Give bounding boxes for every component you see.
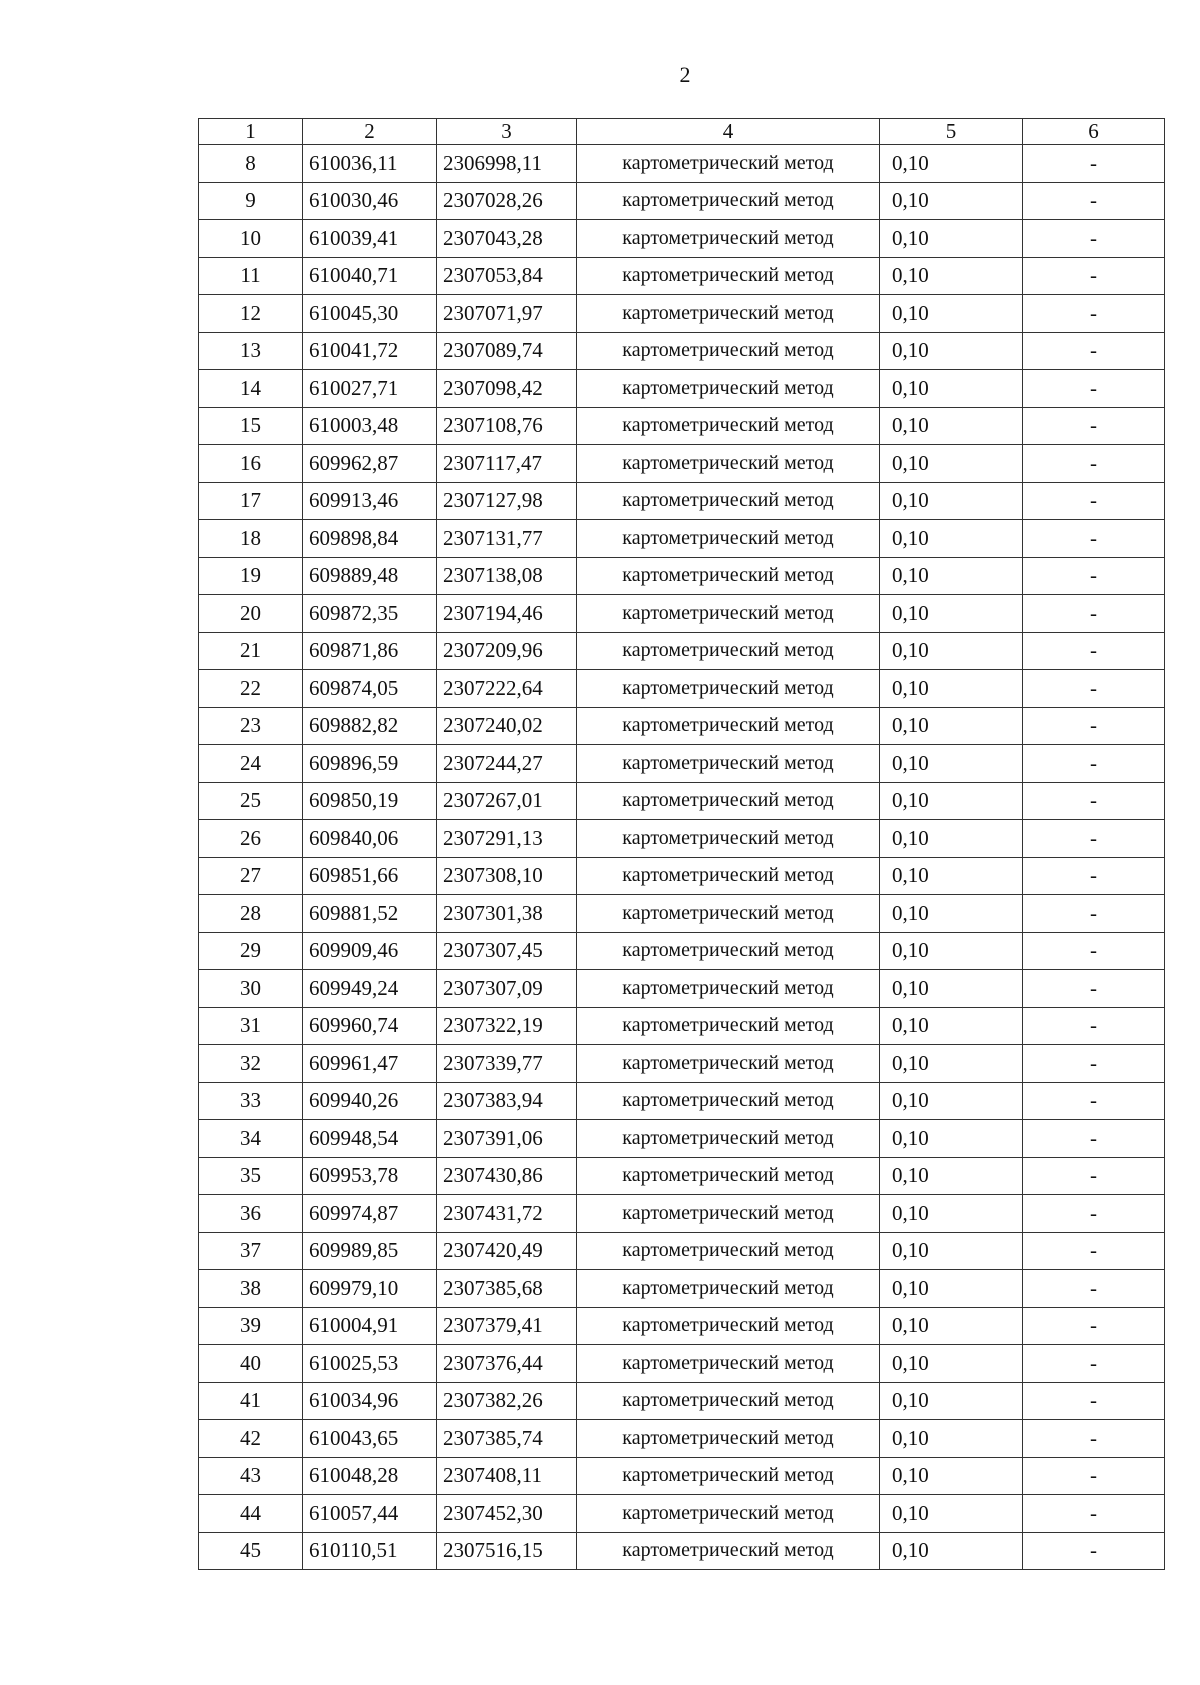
note-cell: - <box>1023 1045 1165 1083</box>
accuracy-cell: 0,10 <box>880 632 1023 670</box>
accuracy-cell: 0,10 <box>880 1307 1023 1345</box>
point-number-cell: 29 <box>199 932 303 970</box>
y-coordinate-cell: 2307385,74 <box>437 1420 577 1458</box>
y-coordinate-cell: 2307452,30 <box>437 1495 577 1533</box>
table-row <box>199 1495 1165 1533</box>
table-row <box>199 595 1165 633</box>
x-coordinate-cell: 610036,11 <box>303 145 437 183</box>
point-number-cell: 38 <box>199 1270 303 1308</box>
accuracy-cell: 0,10 <box>880 1495 1023 1533</box>
accuracy-cell: 0,10 <box>880 1007 1023 1045</box>
point-number-cell: 17 <box>199 482 303 520</box>
note-cell: - <box>1023 332 1165 370</box>
method-cell: картометрический метод <box>577 1495 880 1533</box>
accuracy-cell: 0,10 <box>880 520 1023 558</box>
method-cell: картометрический метод <box>577 970 880 1008</box>
point-number-cell: 28 <box>199 895 303 933</box>
x-coordinate-cell: 609881,52 <box>303 895 437 933</box>
point-number-cell: 32 <box>199 1045 303 1083</box>
table-row <box>199 1120 1165 1158</box>
note-cell: - <box>1023 1157 1165 1195</box>
y-coordinate-cell: 2307131,77 <box>437 520 577 558</box>
x-coordinate-cell: 609960,74 <box>303 1007 437 1045</box>
accuracy-cell: 0,10 <box>880 220 1023 258</box>
point-number-cell: 13 <box>199 332 303 370</box>
note-cell: - <box>1023 1532 1165 1570</box>
method-cell: картометрический метод <box>577 1157 880 1195</box>
table-row <box>199 370 1165 408</box>
y-coordinate-cell: 2307339,77 <box>437 1045 577 1083</box>
y-coordinate-cell: 2307376,44 <box>437 1345 577 1383</box>
column-header: 5 <box>880 119 1023 145</box>
method-cell: картометрический метод <box>577 1307 880 1345</box>
note-cell: - <box>1023 820 1165 858</box>
table-row <box>199 1532 1165 1570</box>
x-coordinate-cell: 609961,47 <box>303 1045 437 1083</box>
method-cell: картометрический метод <box>577 407 880 445</box>
point-number-cell: 39 <box>199 1307 303 1345</box>
x-coordinate-cell: 610110,51 <box>303 1532 437 1570</box>
note-cell: - <box>1023 782 1165 820</box>
x-coordinate-cell: 610041,72 <box>303 332 437 370</box>
accuracy-cell: 0,10 <box>880 1157 1023 1195</box>
point-number-cell: 8 <box>199 145 303 183</box>
accuracy-cell: 0,10 <box>880 145 1023 183</box>
x-coordinate-cell: 609979,10 <box>303 1270 437 1308</box>
x-coordinate-cell: 609989,85 <box>303 1232 437 1270</box>
accuracy-cell: 0,10 <box>880 670 1023 708</box>
note-cell: - <box>1023 520 1165 558</box>
note-cell: - <box>1023 745 1165 783</box>
y-coordinate-cell: 2307267,01 <box>437 782 577 820</box>
y-coordinate-cell: 2307385,68 <box>437 1270 577 1308</box>
note-cell: - <box>1023 1195 1165 1233</box>
point-number-cell: 12 <box>199 295 303 333</box>
table-row <box>199 182 1165 220</box>
table-row <box>199 1270 1165 1308</box>
method-cell: картометрический метод <box>577 857 880 895</box>
method-cell: картометрический метод <box>577 220 880 258</box>
table-row <box>199 1045 1165 1083</box>
method-cell: картометрический метод <box>577 745 880 783</box>
accuracy-cell: 0,10 <box>880 1420 1023 1458</box>
accuracy-cell: 0,10 <box>880 820 1023 858</box>
y-coordinate-cell: 2307383,94 <box>437 1082 577 1120</box>
accuracy-cell: 0,10 <box>880 782 1023 820</box>
accuracy-cell: 0,10 <box>880 1457 1023 1495</box>
y-coordinate-cell: 2307053,84 <box>437 257 577 295</box>
point-number-cell: 41 <box>199 1382 303 1420</box>
accuracy-cell: 0,10 <box>880 332 1023 370</box>
method-cell: картометрический метод <box>577 1345 880 1383</box>
table-row <box>199 1382 1165 1420</box>
x-coordinate-cell: 609889,48 <box>303 557 437 595</box>
x-coordinate-cell: 609948,54 <box>303 1120 437 1158</box>
table-row <box>199 820 1165 858</box>
method-cell: картометрический метод <box>577 1120 880 1158</box>
column-header: 2 <box>303 119 437 145</box>
point-number-cell: 37 <box>199 1232 303 1270</box>
point-number-cell: 14 <box>199 370 303 408</box>
note-cell: - <box>1023 1082 1165 1120</box>
note-cell: - <box>1023 182 1165 220</box>
point-number-cell: 27 <box>199 857 303 895</box>
x-coordinate-cell: 610039,41 <box>303 220 437 258</box>
method-cell: картометрический метод <box>577 1232 880 1270</box>
method-cell: картометрический метод <box>577 370 880 408</box>
y-coordinate-cell: 2307420,49 <box>437 1232 577 1270</box>
method-cell: картометрический метод <box>577 1270 880 1308</box>
x-coordinate-cell: 610034,96 <box>303 1382 437 1420</box>
point-number-cell: 33 <box>199 1082 303 1120</box>
method-cell: картометрический метод <box>577 1082 880 1120</box>
y-coordinate-cell: 2307117,47 <box>437 445 577 483</box>
method-cell: картометрический метод <box>577 1457 880 1495</box>
accuracy-cell: 0,10 <box>880 1082 1023 1120</box>
note-cell: - <box>1023 220 1165 258</box>
note-cell: - <box>1023 707 1165 745</box>
x-coordinate-cell: 609850,19 <box>303 782 437 820</box>
note-cell: - <box>1023 932 1165 970</box>
column-header: 3 <box>437 119 577 145</box>
y-coordinate-cell: 2307516,15 <box>437 1532 577 1570</box>
point-number-cell: 16 <box>199 445 303 483</box>
point-number-cell: 19 <box>199 557 303 595</box>
point-number-cell: 36 <box>199 1195 303 1233</box>
note-cell: - <box>1023 295 1165 333</box>
accuracy-cell: 0,10 <box>880 707 1023 745</box>
method-cell: картометрический метод <box>577 332 880 370</box>
point-number-cell: 30 <box>199 970 303 1008</box>
y-coordinate-cell: 2307108,76 <box>437 407 577 445</box>
column-header: 4 <box>577 119 880 145</box>
table-row <box>199 970 1165 1008</box>
method-cell: картометрический метод <box>577 1420 880 1458</box>
note-cell: - <box>1023 1382 1165 1420</box>
y-coordinate-cell: 2307138,08 <box>437 557 577 595</box>
y-coordinate-cell: 2307307,09 <box>437 970 577 1008</box>
note-cell: - <box>1023 407 1165 445</box>
y-coordinate-cell: 2307240,02 <box>437 707 577 745</box>
table-row <box>199 557 1165 595</box>
method-cell: картометрический метод <box>577 482 880 520</box>
accuracy-cell: 0,10 <box>880 1195 1023 1233</box>
note-cell: - <box>1023 595 1165 633</box>
point-number-cell: 21 <box>199 632 303 670</box>
y-coordinate-cell: 2307408,11 <box>437 1457 577 1495</box>
table-row <box>199 1082 1165 1120</box>
method-cell: картометрический метод <box>577 557 880 595</box>
note-cell: - <box>1023 482 1165 520</box>
table-row <box>199 220 1165 258</box>
y-coordinate-cell: 2307391,06 <box>437 1120 577 1158</box>
note-cell: - <box>1023 370 1165 408</box>
x-coordinate-cell: 610003,48 <box>303 407 437 445</box>
accuracy-cell: 0,10 <box>880 745 1023 783</box>
x-coordinate-cell: 609871,86 <box>303 632 437 670</box>
table-row <box>199 145 1165 183</box>
method-cell: картометрический метод <box>577 820 880 858</box>
point-number-cell: 15 <box>199 407 303 445</box>
header-row <box>199 119 1165 145</box>
table-row <box>199 1232 1165 1270</box>
method-cell: картометрический метод <box>577 145 880 183</box>
x-coordinate-cell: 609882,82 <box>303 707 437 745</box>
accuracy-cell: 0,10 <box>880 370 1023 408</box>
method-cell: картометрический метод <box>577 1382 880 1420</box>
table-row <box>199 407 1165 445</box>
method-cell: картометрический метод <box>577 257 880 295</box>
method-cell: картометрический метод <box>577 1532 880 1570</box>
y-coordinate-cell: 2306998,11 <box>437 145 577 183</box>
x-coordinate-cell: 610043,65 <box>303 1420 437 1458</box>
x-coordinate-cell: 609874,05 <box>303 670 437 708</box>
x-coordinate-cell: 609872,35 <box>303 595 437 633</box>
table-row <box>199 1345 1165 1383</box>
y-coordinate-cell: 2307127,98 <box>437 482 577 520</box>
x-coordinate-cell: 609953,78 <box>303 1157 437 1195</box>
y-coordinate-cell: 2307209,96 <box>437 632 577 670</box>
accuracy-cell: 0,10 <box>880 932 1023 970</box>
accuracy-cell: 0,10 <box>880 1045 1023 1083</box>
y-coordinate-cell: 2307322,19 <box>437 1007 577 1045</box>
coordinates-table <box>198 118 1165 1570</box>
note-cell: - <box>1023 1457 1165 1495</box>
table-row <box>199 520 1165 558</box>
method-cell: картометрический метод <box>577 670 880 708</box>
table-row <box>199 932 1165 970</box>
y-coordinate-cell: 2307222,64 <box>437 670 577 708</box>
x-coordinate-cell: 610004,91 <box>303 1307 437 1345</box>
point-number-cell: 10 <box>199 220 303 258</box>
table-row <box>199 482 1165 520</box>
y-coordinate-cell: 2307071,97 <box>437 295 577 333</box>
method-cell: картометрический метод <box>577 782 880 820</box>
table-row <box>199 295 1165 333</box>
method-cell: картометрический метод <box>577 895 880 933</box>
accuracy-cell: 0,10 <box>880 1345 1023 1383</box>
note-cell: - <box>1023 970 1165 1008</box>
method-cell: картометрический метод <box>577 932 880 970</box>
note-cell: - <box>1023 1270 1165 1308</box>
x-coordinate-cell: 610030,46 <box>303 182 437 220</box>
accuracy-cell: 0,10 <box>880 482 1023 520</box>
accuracy-cell: 0,10 <box>880 970 1023 1008</box>
point-number-cell: 26 <box>199 820 303 858</box>
table-row <box>199 895 1165 933</box>
y-coordinate-cell: 2307301,38 <box>437 895 577 933</box>
point-number-cell: 35 <box>199 1157 303 1195</box>
note-cell: - <box>1023 1495 1165 1533</box>
table-row <box>199 257 1165 295</box>
table-row <box>199 707 1165 745</box>
table-row <box>199 445 1165 483</box>
x-coordinate-cell: 609962,87 <box>303 445 437 483</box>
x-coordinate-cell: 609974,87 <box>303 1195 437 1233</box>
point-number-cell: 22 <box>199 670 303 708</box>
accuracy-cell: 0,10 <box>880 1270 1023 1308</box>
y-coordinate-cell: 2307431,72 <box>437 1195 577 1233</box>
y-coordinate-cell: 2307098,42 <box>437 370 577 408</box>
note-cell: - <box>1023 857 1165 895</box>
accuracy-cell: 0,10 <box>880 1232 1023 1270</box>
accuracy-cell: 0,10 <box>880 1120 1023 1158</box>
y-coordinate-cell: 2307043,28 <box>437 220 577 258</box>
accuracy-cell: 0,10 <box>880 182 1023 220</box>
x-coordinate-cell: 610027,71 <box>303 370 437 408</box>
y-coordinate-cell: 2307307,45 <box>437 932 577 970</box>
page-number: 2 <box>679 62 691 87</box>
accuracy-cell: 0,10 <box>880 857 1023 895</box>
method-cell: картометрический метод <box>577 632 880 670</box>
method-cell: картометрический метод <box>577 1195 880 1233</box>
y-coordinate-cell: 2307244,27 <box>437 745 577 783</box>
x-coordinate-cell: 610040,71 <box>303 257 437 295</box>
note-cell: - <box>1023 632 1165 670</box>
point-number-cell: 42 <box>199 1420 303 1458</box>
column-header: 6 <box>1023 119 1165 145</box>
table-row <box>199 1457 1165 1495</box>
accuracy-cell: 0,10 <box>880 407 1023 445</box>
table-row <box>199 670 1165 708</box>
method-cell: картометрический метод <box>577 445 880 483</box>
y-coordinate-cell: 2307291,13 <box>437 820 577 858</box>
note-cell: - <box>1023 557 1165 595</box>
accuracy-cell: 0,10 <box>880 1382 1023 1420</box>
accuracy-cell: 0,10 <box>880 257 1023 295</box>
accuracy-cell: 0,10 <box>880 445 1023 483</box>
point-number-cell: 20 <box>199 595 303 633</box>
x-coordinate-cell: 609909,46 <box>303 932 437 970</box>
point-number-cell: 43 <box>199 1457 303 1495</box>
accuracy-cell: 0,10 <box>880 895 1023 933</box>
note-cell: - <box>1023 1007 1165 1045</box>
column-header: 1 <box>199 119 303 145</box>
x-coordinate-cell: 609940,26 <box>303 1082 437 1120</box>
y-coordinate-cell: 2307194,46 <box>437 595 577 633</box>
table-row <box>199 1157 1165 1195</box>
x-coordinate-cell: 610048,28 <box>303 1457 437 1495</box>
y-coordinate-cell: 2307379,41 <box>437 1307 577 1345</box>
table-row <box>199 745 1165 783</box>
accuracy-cell: 0,10 <box>880 595 1023 633</box>
note-cell: - <box>1023 895 1165 933</box>
x-coordinate-cell: 609898,84 <box>303 520 437 558</box>
y-coordinate-cell: 2307430,86 <box>437 1157 577 1195</box>
method-cell: картометрический метод <box>577 707 880 745</box>
method-cell: картометрический метод <box>577 295 880 333</box>
point-number-cell: 31 <box>199 1007 303 1045</box>
y-coordinate-cell: 2307028,26 <box>437 182 577 220</box>
table-row <box>199 1307 1165 1345</box>
note-cell: - <box>1023 1232 1165 1270</box>
method-cell: картометрический метод <box>577 182 880 220</box>
accuracy-cell: 0,10 <box>880 557 1023 595</box>
accuracy-cell: 0,10 <box>880 295 1023 333</box>
point-number-cell: 9 <box>199 182 303 220</box>
table-row <box>199 1195 1165 1233</box>
y-coordinate-cell: 2307089,74 <box>437 332 577 370</box>
x-coordinate-cell: 609851,66 <box>303 857 437 895</box>
note-cell: - <box>1023 670 1165 708</box>
accuracy-cell: 0,10 <box>880 1532 1023 1570</box>
x-coordinate-cell: 609840,06 <box>303 820 437 858</box>
table-row <box>199 1007 1165 1045</box>
note-cell: - <box>1023 1307 1165 1345</box>
method-cell: картометрический метод <box>577 1007 880 1045</box>
point-number-cell: 11 <box>199 257 303 295</box>
point-number-cell: 24 <box>199 745 303 783</box>
table-row <box>199 857 1165 895</box>
table-row <box>199 332 1165 370</box>
x-coordinate-cell: 609913,46 <box>303 482 437 520</box>
point-number-cell: 44 <box>199 1495 303 1533</box>
note-cell: - <box>1023 1345 1165 1383</box>
x-coordinate-cell: 610045,30 <box>303 295 437 333</box>
point-number-cell: 34 <box>199 1120 303 1158</box>
x-coordinate-cell: 610025,53 <box>303 1345 437 1383</box>
point-number-cell: 18 <box>199 520 303 558</box>
note-cell: - <box>1023 1420 1165 1458</box>
y-coordinate-cell: 2307382,26 <box>437 1382 577 1420</box>
note-cell: - <box>1023 1120 1165 1158</box>
table-row <box>199 1420 1165 1458</box>
table-row <box>199 782 1165 820</box>
method-cell: картометрический метод <box>577 595 880 633</box>
note-cell: - <box>1023 445 1165 483</box>
point-number-cell: 45 <box>199 1532 303 1570</box>
x-coordinate-cell: 609896,59 <box>303 745 437 783</box>
table-row <box>199 632 1165 670</box>
table-body <box>199 145 1165 1570</box>
point-number-cell: 23 <box>199 707 303 745</box>
point-number-cell: 25 <box>199 782 303 820</box>
method-cell: картометрический метод <box>577 1045 880 1083</box>
method-cell: картометрический метод <box>577 520 880 558</box>
note-cell: - <box>1023 145 1165 183</box>
x-coordinate-cell: 610057,44 <box>303 1495 437 1533</box>
point-number-cell: 40 <box>199 1345 303 1383</box>
note-cell: - <box>1023 257 1165 295</box>
y-coordinate-cell: 2307308,10 <box>437 857 577 895</box>
x-coordinate-cell: 609949,24 <box>303 970 437 1008</box>
